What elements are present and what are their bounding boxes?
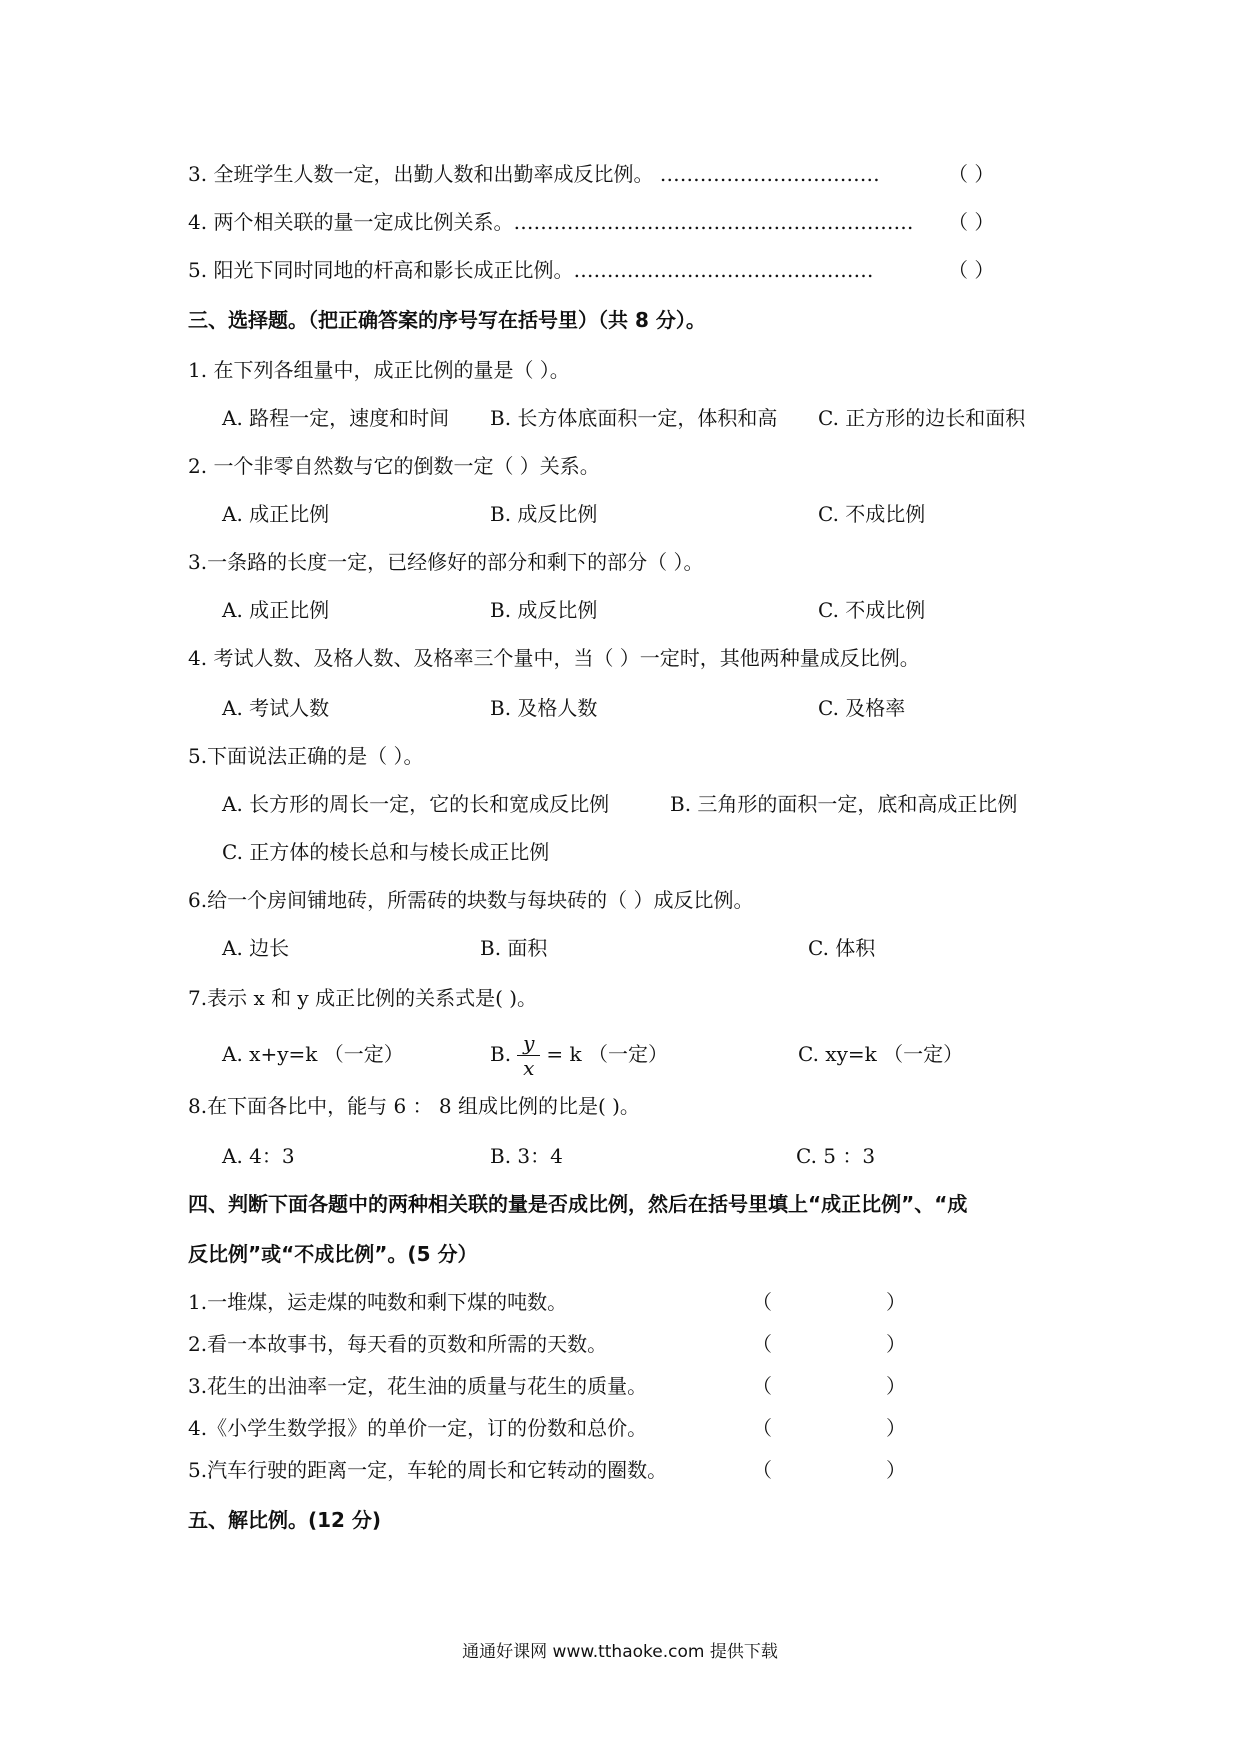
q1-stem: 1. 在下列各组量中，成正比例的量是（ ）。 xyxy=(188,358,570,382)
answer-paren[interactable]: （ ） xyxy=(948,258,995,282)
answer-paren[interactable]: （ ） xyxy=(948,210,995,234)
s4-paren-right[interactable]: ） xyxy=(886,1290,906,1314)
s4-paren-right[interactable]: ） xyxy=(886,1458,906,1482)
q1-option-a[interactable]: A. 路程一定，速度和时间 xyxy=(222,406,450,430)
q8-option-a[interactable]: A. 4：3 xyxy=(222,1144,295,1168)
s4-item-4: 4.《小学生数学报》的单价一定，订的份数和总价。 xyxy=(188,1416,648,1440)
fraction-y-over-x xyxy=(517,1031,540,1080)
q2-option-b[interactable]: B. 成反比例 xyxy=(490,502,598,526)
q7-stem: 7.表示 x 和 y 成正比例的关系式是( )。 xyxy=(188,986,538,1010)
s4-paren-right[interactable]: ） xyxy=(886,1374,906,1398)
q3-option-a[interactable]: A. 成正比例 xyxy=(222,598,330,622)
q5-option-b[interactable]: B. 三角形的面积一定，底和高成正比例 xyxy=(670,792,1018,816)
fraction-denominator: x xyxy=(523,1056,535,1080)
q6-option-b[interactable]: B. 面积 xyxy=(480,936,548,960)
s4-item-2: 2.看一本故事书，每天看的页数和所需的天数。 xyxy=(188,1332,608,1356)
s4-paren-left[interactable]: （ xyxy=(752,1290,772,1314)
q7-option-c[interactable]: C. xy=k （一定） xyxy=(798,1042,964,1066)
q5-option-c[interactable]: C. 正方体的棱长总和与棱长成正比例 xyxy=(222,840,550,864)
q4-option-b[interactable]: B. 及格人数 xyxy=(490,696,598,720)
q1-option-c[interactable]: C. 正方形的边长和面积 xyxy=(818,406,1026,430)
judge-item-5: 5. 阳光下同时同地的杆高和影长成正比例。……………………………………… xyxy=(188,258,874,282)
q8-option-b[interactable]: B. 3：4 xyxy=(490,1144,563,1168)
s4-paren-left[interactable]: （ xyxy=(752,1416,772,1440)
q3-stem: 3.一条路的长度一定，已经修好的部分和剩下的部分（ ）。 xyxy=(188,550,704,574)
q2-option-c[interactable]: C. 不成比例 xyxy=(818,502,926,526)
q8-option-c[interactable]: C. 5 ：3 xyxy=(796,1144,876,1168)
q4-option-c[interactable]: C. 及格率 xyxy=(818,696,906,720)
q7-option-a[interactable]: A. x+y=k （一定） xyxy=(222,1042,404,1066)
q4-option-a[interactable]: A. 考试人数 xyxy=(222,696,330,720)
s4-paren-right[interactable]: ） xyxy=(886,1332,906,1356)
q6-option-a[interactable]: A. 边长 xyxy=(222,936,290,960)
fraction-numerator: y xyxy=(517,1031,540,1056)
s4-item-5: 5.汽车行驶的距离一定，车轮的周长和它转动的圈数。 xyxy=(188,1458,668,1482)
s4-item-1: 1.一堆煤，运走煤的吨数和剩下煤的吨数。 xyxy=(188,1290,568,1314)
q7-option-b[interactable] xyxy=(490,1026,668,1082)
q5-option-a[interactable]: A. 长方形的周长一定，它的长和宽成反比例 xyxy=(222,792,610,816)
s4-item-3: 3.花生的出油率一定，花生油的质量与花生的质量。 xyxy=(188,1374,648,1398)
q3-option-b[interactable]: B. 成反比例 xyxy=(490,598,598,622)
section4-heading-line2: 反比例”或“不成比例”。(5 分） xyxy=(188,1242,478,1266)
s4-paren-left[interactable]: （ xyxy=(752,1458,772,1482)
judge-item-4: 4. 两个相关联的量一定成比例关系。…………………………………………………… xyxy=(188,210,914,234)
q7-option-b-label: B. xyxy=(490,1042,512,1066)
page-footer: 通通好课网 www.tthaoke.com 提供下载 xyxy=(462,1642,778,1662)
judge-item-3: 3. 全班学生人数一定，出勤人数和出勤率成反比例。 …………………………… xyxy=(188,162,880,186)
s4-paren-right[interactable]: ） xyxy=(886,1416,906,1440)
section3-heading: 三、选择题。（把正确答案的序号写在括号里）（共 8 分）。 xyxy=(188,308,706,332)
q7-option-b-rest: = k （一定） xyxy=(546,1042,668,1066)
q6-stem: 6.给一个房间铺地砖，所需砖的块数与每块砖的（ ）成反比例。 xyxy=(188,888,754,912)
q8-stem: 8.在下面各比中，能与 6 ： 8 组成比例的比是( )。 xyxy=(188,1094,640,1118)
s4-paren-left[interactable]: （ xyxy=(752,1332,772,1356)
q5-stem: 5.下面说法正确的是（ ）。 xyxy=(188,744,424,768)
q6-option-c[interactable]: C. 体积 xyxy=(808,936,876,960)
answer-paren[interactable]: （ ） xyxy=(948,162,995,186)
q3-option-c[interactable]: C. 不成比例 xyxy=(818,598,926,622)
q1-option-b[interactable]: B. 长方体底面积一定，体积和高 xyxy=(490,406,778,430)
section5-heading: 五、解比例。(12 分) xyxy=(188,1508,382,1532)
section4-heading-line1: 四、判断下面各题中的两种相关联的量是否成比例，然后在括号里填上“成正比例”、“成 xyxy=(188,1192,968,1216)
s4-paren-left[interactable]: （ xyxy=(752,1374,772,1398)
q2-stem: 2. 一个非零自然数与它的倒数一定（ ）关系。 xyxy=(188,454,600,478)
q2-option-a[interactable]: A. 成正比例 xyxy=(222,502,330,526)
q4-stem: 4. 考试人数、及格人数、及格率三个量中，当（ ）一定时，其他两种量成反比例。 xyxy=(188,646,920,670)
